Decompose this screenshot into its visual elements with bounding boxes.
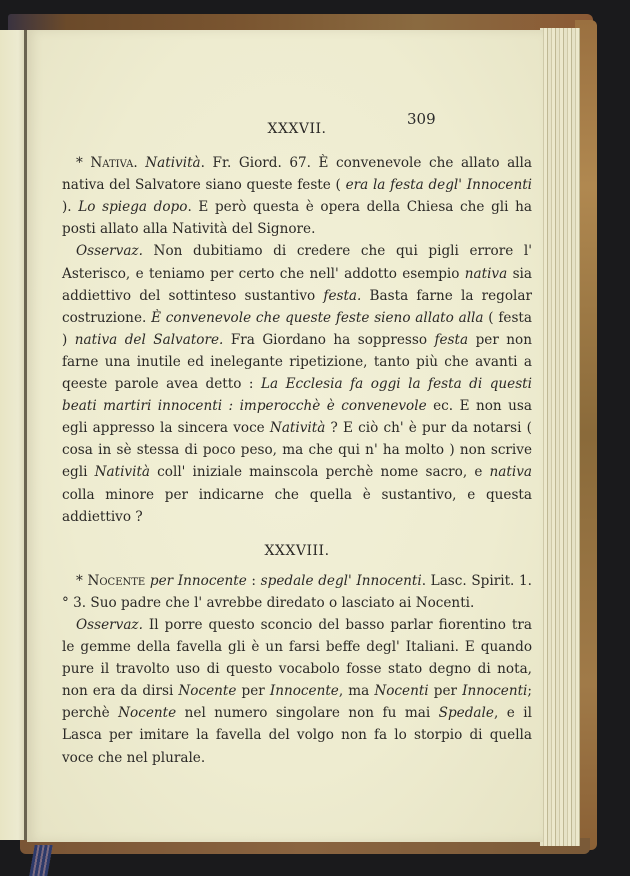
italic-text: festa. [323, 287, 362, 304]
italic-text: Natività [94, 464, 151, 481]
dictionary-entry [62, 152, 532, 240]
text: sia addiettivo del sottinteso sustantivo [62, 265, 532, 304]
italic-text: nativa [464, 265, 508, 282]
text: . Fr. Giord. 67. È convenevole che allato alla nativa del Salvatore siano queste feste ( [62, 155, 532, 194]
text: per non farne una inutile ed inelegante ripetizione, tanto più che avanti a qeeste parole avea detto : [62, 331, 532, 393]
italic-text: Innocenti [462, 683, 528, 700]
text: ? E ciò ch' è pur da notarsi ( cosa in sè stessa di poco peso, ma che qui n' ha molto ) non scrive egli [62, 420, 532, 481]
left-page-edge [0, 30, 26, 840]
italic-text: Lo spiega dopo [78, 199, 188, 216]
italic-text: La Ecclesia fa oggi la festa di questi beati martiri innocenti : imperocchè è convenevole [62, 376, 532, 415]
text: Fra Giordano ha soppresso [223, 331, 435, 348]
italic-text: Spedale [438, 705, 494, 722]
italic-text: era la festa degl' Innocenti [345, 177, 533, 194]
text: : [246, 572, 261, 589]
text: colla minore per indicarne che quella è sustantivo, e questa addiettivo ? [62, 486, 532, 525]
text: ec. E non usa egli appresso la sincera voce [62, 398, 533, 437]
text: ; perchè [62, 683, 532, 722]
italic-text: Nocenti [374, 683, 429, 700]
text: Non dubitiamo di credere che qui pigli errore l' Asterisco, e teniamo per certo che nell' addotto esempio [62, 243, 532, 282]
text: Basta farne la regolar costruzione. [62, 287, 532, 326]
page-number: 309 [407, 110, 436, 128]
bookmark-ribbon [29, 845, 52, 876]
text: ). [62, 199, 79, 216]
dictionary-entry [62, 570, 532, 614]
italic-text: festa [434, 331, 469, 348]
section-heading: XXXVII. [267, 121, 327, 137]
italic-text: per Innocente [145, 572, 247, 589]
italic-text: È convenevole che queste feste sieno allato alla [151, 309, 484, 326]
page-text [62, 118, 532, 769]
text: coll' iniziale mainscola perchè nome sacro, e [150, 464, 490, 481]
text: Il porre questo sconcio del basso parlar fiorentino tra le gemme della favella gli è un farsi beffe degl' Italiani. E quando pure il travolto uso di questo vocabolo fosse stato degno di nota, non era da dirsi [62, 616, 532, 700]
italic-text: Nocente [118, 705, 177, 722]
text: . E però questa è opera della Chiesa che gli ha posti allato alla Natività del Signore. [62, 199, 532, 238]
section-heading: XXXVIII. [264, 542, 330, 559]
text: . Lasc. Spirit. 1.° 3. Suo padre che l' avrebbe diredato o lasciato ai Nocenti. [62, 572, 532, 611]
italic-text: Nocente [178, 683, 237, 700]
text: , e il Lasca per imitare la favella del volgo non fa lo storpio di quella voce che nel plurale. [62, 705, 532, 766]
asterisk: * [76, 572, 88, 589]
observation-paragraph [62, 614, 532, 769]
italic-text: Innocente [269, 683, 339, 700]
text: nel numero singolare non fu mai [176, 705, 439, 722]
observation-label: Osservaz. [76, 243, 143, 260]
text: per [236, 683, 270, 700]
text: per [428, 683, 463, 700]
italic-text: nativa del Salvatore. [74, 331, 224, 348]
observation-label: Osservaz. [76, 616, 143, 633]
headword: Nativa [90, 155, 134, 172]
observation-paragraph [62, 240, 532, 527]
page-edges [540, 28, 580, 846]
text: , ma [338, 683, 375, 700]
text: ( festa ) [62, 309, 532, 348]
italic-text: nativa [489, 464, 533, 481]
italic-text: Natività [269, 420, 326, 437]
variant: Natività [145, 155, 201, 172]
italic-text: spedale degl' Innocenti [260, 572, 422, 589]
asterisk: * [76, 155, 91, 172]
text: . [133, 155, 146, 172]
headword: Nocente [87, 572, 146, 589]
